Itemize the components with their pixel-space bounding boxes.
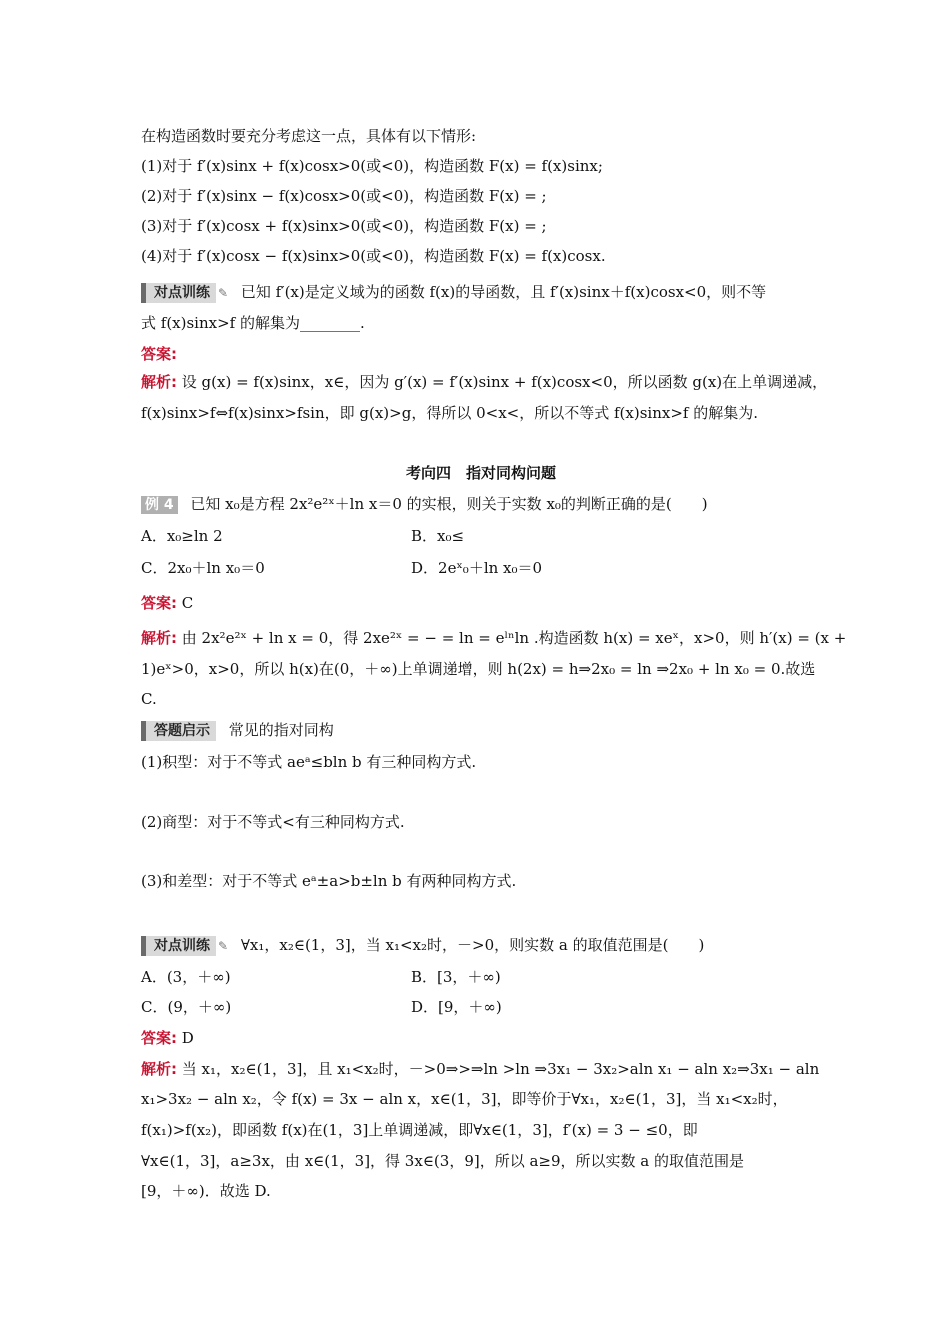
practice2-options-row-2 (141, 997, 821, 1017)
practice1-analysis-line-1 (141, 372, 828, 392)
analysis-text: 由 2x²e²ˣ + ln x = 0，得 2xe²ˣ = − = ln = eˡⁿln .构造函数 h(x) = xeˣ，x>0，则 h′(x) = (x + (181, 629, 847, 647)
example4-question-text: 已知 x₀是方程 2x²e²ˣ＋ln x＝0 的实根，则关于实数 x₀的判断正确的是( ) (190, 495, 708, 513)
intro-line-2: (2)对于 f′(x)sinx − f(x)cosx>0(或<0)，构造函数 F(x) = ; (141, 187, 547, 205)
practice2-answer (141, 1028, 821, 1048)
pencil-icon: ✎ (218, 286, 229, 300)
tips-item-3: (3)和差型：对于不等式 eᵃ±a>b±ln b 有两种同构方式. (141, 872, 517, 890)
answer-value: C (181, 594, 194, 612)
intro-line-3: (3)对于 f′(x)cosx + f(x)sinx>0(或<0)，构造函数 F(x) = ; (141, 217, 547, 235)
intro-line-1: (1)对于 f′(x)sinx + f(x)cosx>0(或<0)，构造函数 F(x) = f(x)sinx; (141, 157, 603, 175)
practice2-analysis-line-3: f(x₁)>f(x₂)，即函数 f(x)在(1，3]上单调递减，即∀x∈(1，3]，f′(x) = 3 − ≤0，即 (141, 1121, 698, 1139)
option-a: A．x₀≥ln 2 (141, 527, 223, 545)
practice2-question (141, 935, 821, 956)
tips-tag: 答题启示 (141, 721, 216, 741)
practice2-analysis-line-5: [9，＋∞)．故选 D. (141, 1182, 271, 1200)
practice1-question-line-1 (141, 282, 821, 303)
intro-line-0: 在构造函数时要充分考虑这一点，具体有以下情形: (141, 127, 477, 145)
analysis-label: 解析: (141, 1060, 177, 1078)
example4-answer (141, 593, 821, 613)
tips-header (141, 720, 821, 741)
practice1-question: 已知 f′(x)是定义域为的函数 f(x)的导函数，且 f′(x)sinx＋f(x)cosx<0，则不等 (240, 283, 767, 301)
practice2-analysis-line-2: x₁>3x₂ − aln x₂，令 f(x) = 3x − aln x，x∈(1，3]，即等价于∀x₁，x₂∈(1，3]，当 x₁<x₂时， (141, 1090, 788, 1108)
analysis-text: 当 x₁，x₂∈(1，3]，且 x₁<x₂时，－>0⇒>⇒ln >ln ⇒3x₁ − 3x₂>aln x₁ − aln x₂⇒3x₁ − aln (181, 1060, 820, 1078)
practice1-answer (141, 344, 821, 364)
practice2-question-text: ∀x₁，x₂∈(1，3]，当 x₁<x₂时，－>0，则实数 a 的取值范围是( ) (240, 936, 705, 954)
answer-label: 答案: (141, 594, 177, 612)
tips-item-1: (1)积型：对于不等式 aeᵃ≤bln b 有三种同构方式. (141, 753, 477, 771)
practice2-analysis-line-4: ∀x∈(1，3]，a≥3x，由 x∈(1，3]，得 3x∈(3，9]，所以 a≥9，所以实数 a 的取值范围是 (141, 1152, 745, 1170)
practice-tag: 对点训练 (141, 936, 216, 956)
analysis-label: 解析: (141, 373, 177, 391)
analysis-text: 设 g(x) = f(x)sinx，x∈，因为 g′(x) = f′(x)sinx + f(x)cosx<0，所以函数 g(x)在上单调递减， (181, 373, 828, 391)
answer-label: 答案: (141, 1029, 177, 1047)
option-c: C．2x₀＋ln x₀＝0 (141, 559, 265, 577)
answer-label: 答案: (141, 345, 177, 363)
example-tag: 例 4 (141, 496, 178, 514)
practice1-question-line-2: 式 f(x)sinx>f 的解集为________. (141, 314, 365, 332)
pencil-icon: ✎ (218, 939, 229, 953)
option-d: D．[9，＋∞) (411, 998, 502, 1016)
practice-tag: 对点训练 (141, 283, 216, 303)
answer-value: D (181, 1029, 194, 1047)
tips-title: 常见的指对同构 (228, 721, 334, 739)
tips-item-2: (2)商型：对于不等式<有三种同构方式. (141, 813, 405, 831)
example4-analysis-line-3: C. (141, 690, 157, 708)
option-b: B．x₀≤ (411, 527, 465, 545)
example4-options-row-2 (141, 558, 821, 578)
option-a: A．(3，＋∞) (141, 968, 231, 986)
practice2-options-row-1 (141, 967, 821, 987)
example4-options-row-1 (141, 526, 821, 546)
option-c: C．(9，＋∞) (141, 998, 232, 1016)
section-title: 考向四 指对同构问题 (405, 464, 556, 482)
example4-analysis-line-2: 1)eˣ>0，x>0，所以 h(x)在(0，＋∞)上单调递增，则 h(2x) = h⇒2x₀ = ln ⇒2x₀ + ln x₀ = 0.故选 (141, 660, 816, 678)
intro-line-4: (4)对于 f′(x)cosx − f(x)sinx>0(或<0)，构造函数 F(x) = f(x)cosx. (141, 247, 606, 265)
example4-question (141, 494, 821, 514)
example4-analysis-line-1 (141, 628, 847, 648)
practice1-analysis-line-2: f(x)sinx>f⇔f(x)sinx>fsin，即 g(x)>g，得所以 0<x<，所以不等式 f(x)sinx>f 的解集为. (141, 404, 758, 422)
option-d: D．2eˣ₀＋ln x₀＝0 (411, 559, 543, 577)
option-b: B．[3，＋∞) (411, 968, 501, 986)
practice2-analysis-line-1 (141, 1059, 821, 1079)
analysis-label: 解析: (141, 629, 177, 647)
